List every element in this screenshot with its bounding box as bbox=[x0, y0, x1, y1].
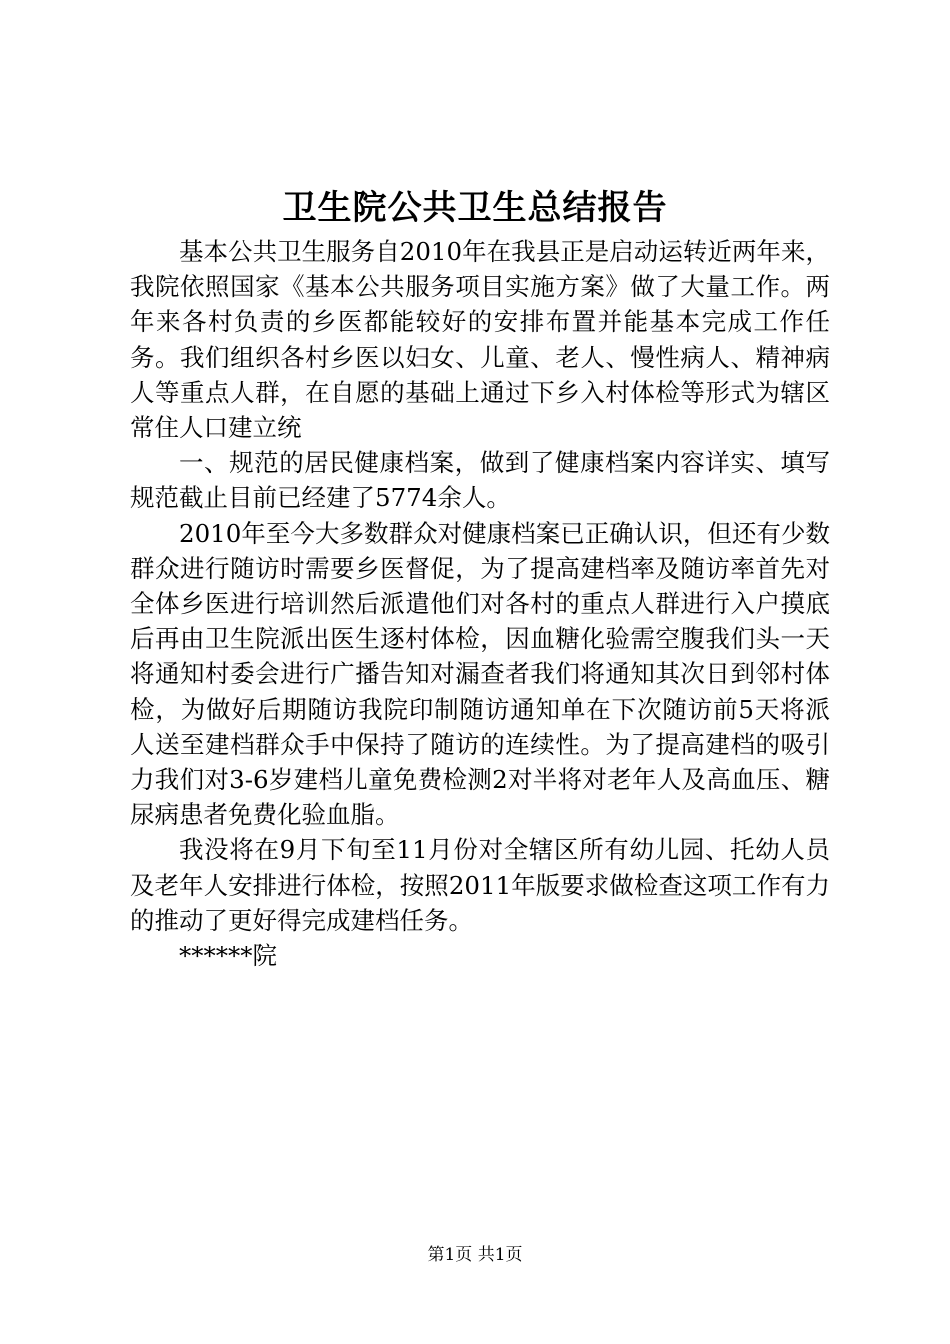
signature: ******院 bbox=[179, 941, 277, 971]
paragraph-intro: 基本公共卫生服务自2010年在我县正是启动运转近两年来，我院依照国家《基本公共服务项目实施方案》做了大量工作。两年来各村负责的乡医都能较好的安排布置并能基本完成工作任务。我们组织各村乡医以妇女、儿童、老人、慢性病人、精神病人等重点人群，在自愿的基础上通过下乡入村体检等形式为辖区常住人口建立统 bbox=[130, 237, 830, 443]
document-body bbox=[130, 234, 830, 973]
paragraph-follow-up: 2010年至今大多数群众对健康档案已正确认识，但还有少数群众进行随访时需要乡医督促，为了提高建档率及随访率首先对全体乡医进行培训然后派遣他们对各村的重点人群进行入户摸底后再由卫生院派出医生逐村体检，因血糖化验需空腹我们头一天将通知村委会进行广播告知对漏查者我们将通知其次日到邻村体检，为做好后期随访我院印制随访通知单在下次随访前5天将派人送至建档群众手中保持了随访的连续性。为了提高建档的吸引力我们对3-6岁建档儿童免费检测2对半将对老年人及高血压、糖尿病患者免费化验血脂。 bbox=[130, 518, 830, 830]
document-title: 卫生院公共卫生总结报告 bbox=[282, 188, 668, 228]
paragraph-health-records: 一、规范的居民健康档案，做到了健康档案内容详实、填写规范截止目前已经建了5774余人。 bbox=[130, 448, 830, 513]
paragraph-physical-exams: 我没将在9月下旬至11月份对全辖区所有幼儿园、托幼人员及老年人安排进行体检，按照2011年版要求做检查这项工作有力的推动了更好得完成建档任务。 bbox=[130, 835, 830, 935]
page-footer: 第1页 共1页 bbox=[427, 1245, 523, 1265]
